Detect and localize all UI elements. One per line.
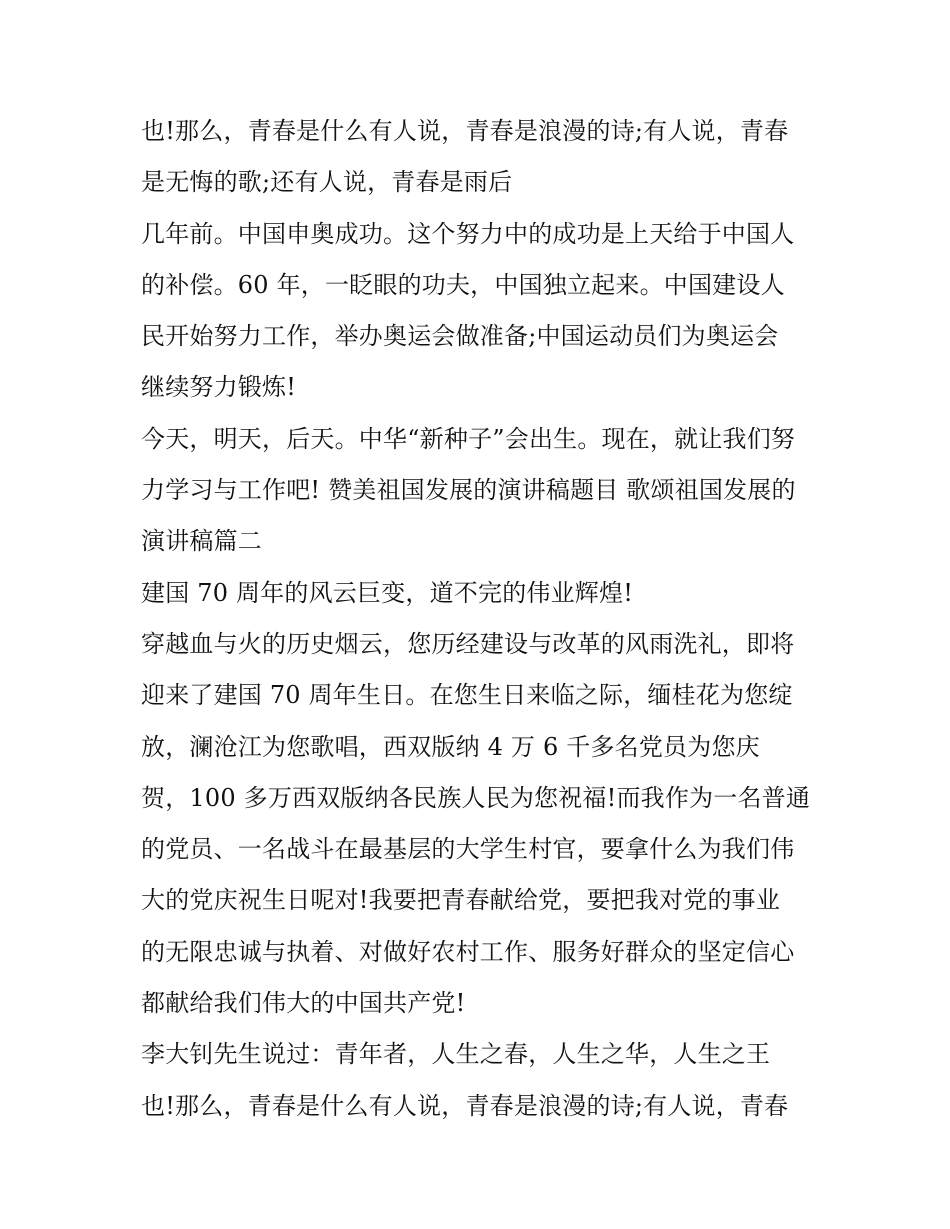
text-line-6: 继续努力锻炼! (141, 373, 297, 402)
text-line-11: 穿越血与火的历史烟云，您历经建设与改革的风雨洗礼，即将 (141, 629, 795, 658)
text-line-5: 民开始努力工作，举办奥运会做准备;中国运动员们为奥运会 (141, 322, 779, 351)
text-line-13: 放，澜沧江为您歌唱，西双版纳 4 万 6 千多名党员为您庆 (141, 732, 760, 761)
text-line-20: 也!那么，青春是什么有人说，青春是浪漫的诗;有人说，青春 (141, 1091, 789, 1120)
text-line-2: 是无悔的歌;还有人说，青春是雨后 (141, 168, 513, 197)
text-line-9: 演讲稿篇二 (141, 527, 262, 556)
text-line-3: 几年前。中国申奥成功。这个努力中的成功是上天给于中国人 (141, 219, 795, 248)
text-line-18: 都献给我们伟大的中国共产党! (141, 989, 466, 1018)
text-line-14: 贺，100 多万西双版纳各民族人民为您祝福!而我作为一名普通 (141, 783, 811, 812)
text-line-16: 大的党庆祝生日呢对!我要把青春献给党，要把我对党的事业 (141, 886, 781, 915)
text-line-19: 李大钊先生说过：青年者，人生之春，人生之华，人生之王 (141, 1040, 771, 1069)
text-line-10: 建国 70 周年的风云巨变，道不完的伟业辉煌! (141, 578, 634, 607)
text-line-1: 也!那么，青春是什么有人说，青春是浪漫的诗;有人说，青春 (141, 117, 789, 145)
text-line-7: 今天，明天，后天。中华“新种子”会出生。现在，就让我们努 (141, 424, 796, 453)
text-line-12: 迎来了建国 70 周年生日。在您生日来临之际，缅桂花为您绽 (141, 681, 793, 710)
text-line-8: 力学习与工作吧! 赞美祖国发展的演讲稿题目 歌颂祖国发展的 (141, 476, 796, 505)
text-line-4: 的补偿。60 年，一眨眼的功夫，中国独立起来。中国建设人 (141, 270, 785, 299)
text-line-17: 的无限忠诚与执着、对做好农村工作、服务好群众的坚定信心 (141, 937, 795, 966)
document-body (141, 106, 821, 1132)
text-line-15: 的党员、一名战斗在最基层的大学生村官，要拿什么为我们伟 (141, 835, 795, 864)
